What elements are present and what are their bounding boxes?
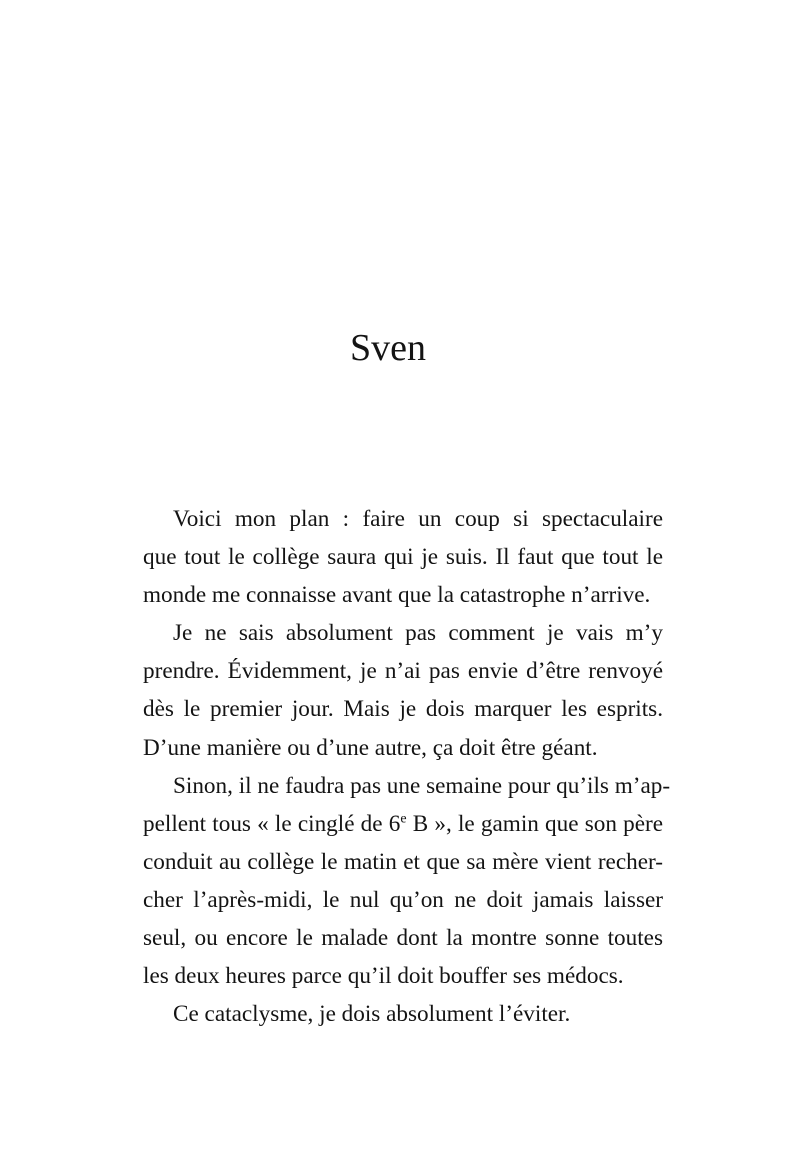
superscript: e bbox=[400, 811, 407, 827]
text-line: les deux heures parce qu’il doit bouffer ses médocs. bbox=[143, 963, 624, 990]
paragraph-1 bbox=[113, 500, 663, 614]
text-line: Je ne sais absolument pas comment je vais m’y bbox=[173, 620, 663, 647]
text-line: cher l’après-midi, le nul qu’on ne doit jamais laisser bbox=[143, 886, 663, 913]
text-line: conduit au collège le matin et que sa mère vient recher- bbox=[143, 848, 663, 875]
text-line: monde me connaisse avant que la catastrophe n’arrive. bbox=[143, 582, 651, 609]
paragraph-2 bbox=[113, 614, 663, 766]
chapter-body bbox=[113, 500, 671, 1033]
text-line: seul, ou encore le malade dont la montre sonne toutes bbox=[143, 925, 663, 952]
paragraph-4 bbox=[113, 995, 663, 1033]
text-line: Voici mon plan : faire un coup si spectaculaire bbox=[173, 506, 663, 532]
text-fragment: B », le gamin que son père bbox=[406, 810, 664, 837]
text-line: Sinon, il ne faudra pas une semaine pour qu’ils m’ap- bbox=[173, 772, 671, 799]
text-line: D’une manière ou d’une autre, ça doit être géant. bbox=[143, 734, 598, 761]
text-line: que tout le collège saura qui je suis. Il faut que tout le bbox=[143, 544, 663, 571]
text-line bbox=[113, 805, 663, 843]
paragraph-3 bbox=[113, 767, 671, 996]
text-fragment: pellent tous « le cinglé de 6 bbox=[143, 810, 401, 837]
text-line: Ce cataclysme, je dois absolument l’éviter. bbox=[173, 1001, 571, 1028]
chapter-title: Sven bbox=[350, 327, 426, 369]
text-line: prendre. Évidemment, je n’ai pas envie d’être renvoyé bbox=[143, 658, 663, 685]
text-line: dès le premier jour. Mais je dois marquer les esprits. bbox=[143, 696, 663, 723]
